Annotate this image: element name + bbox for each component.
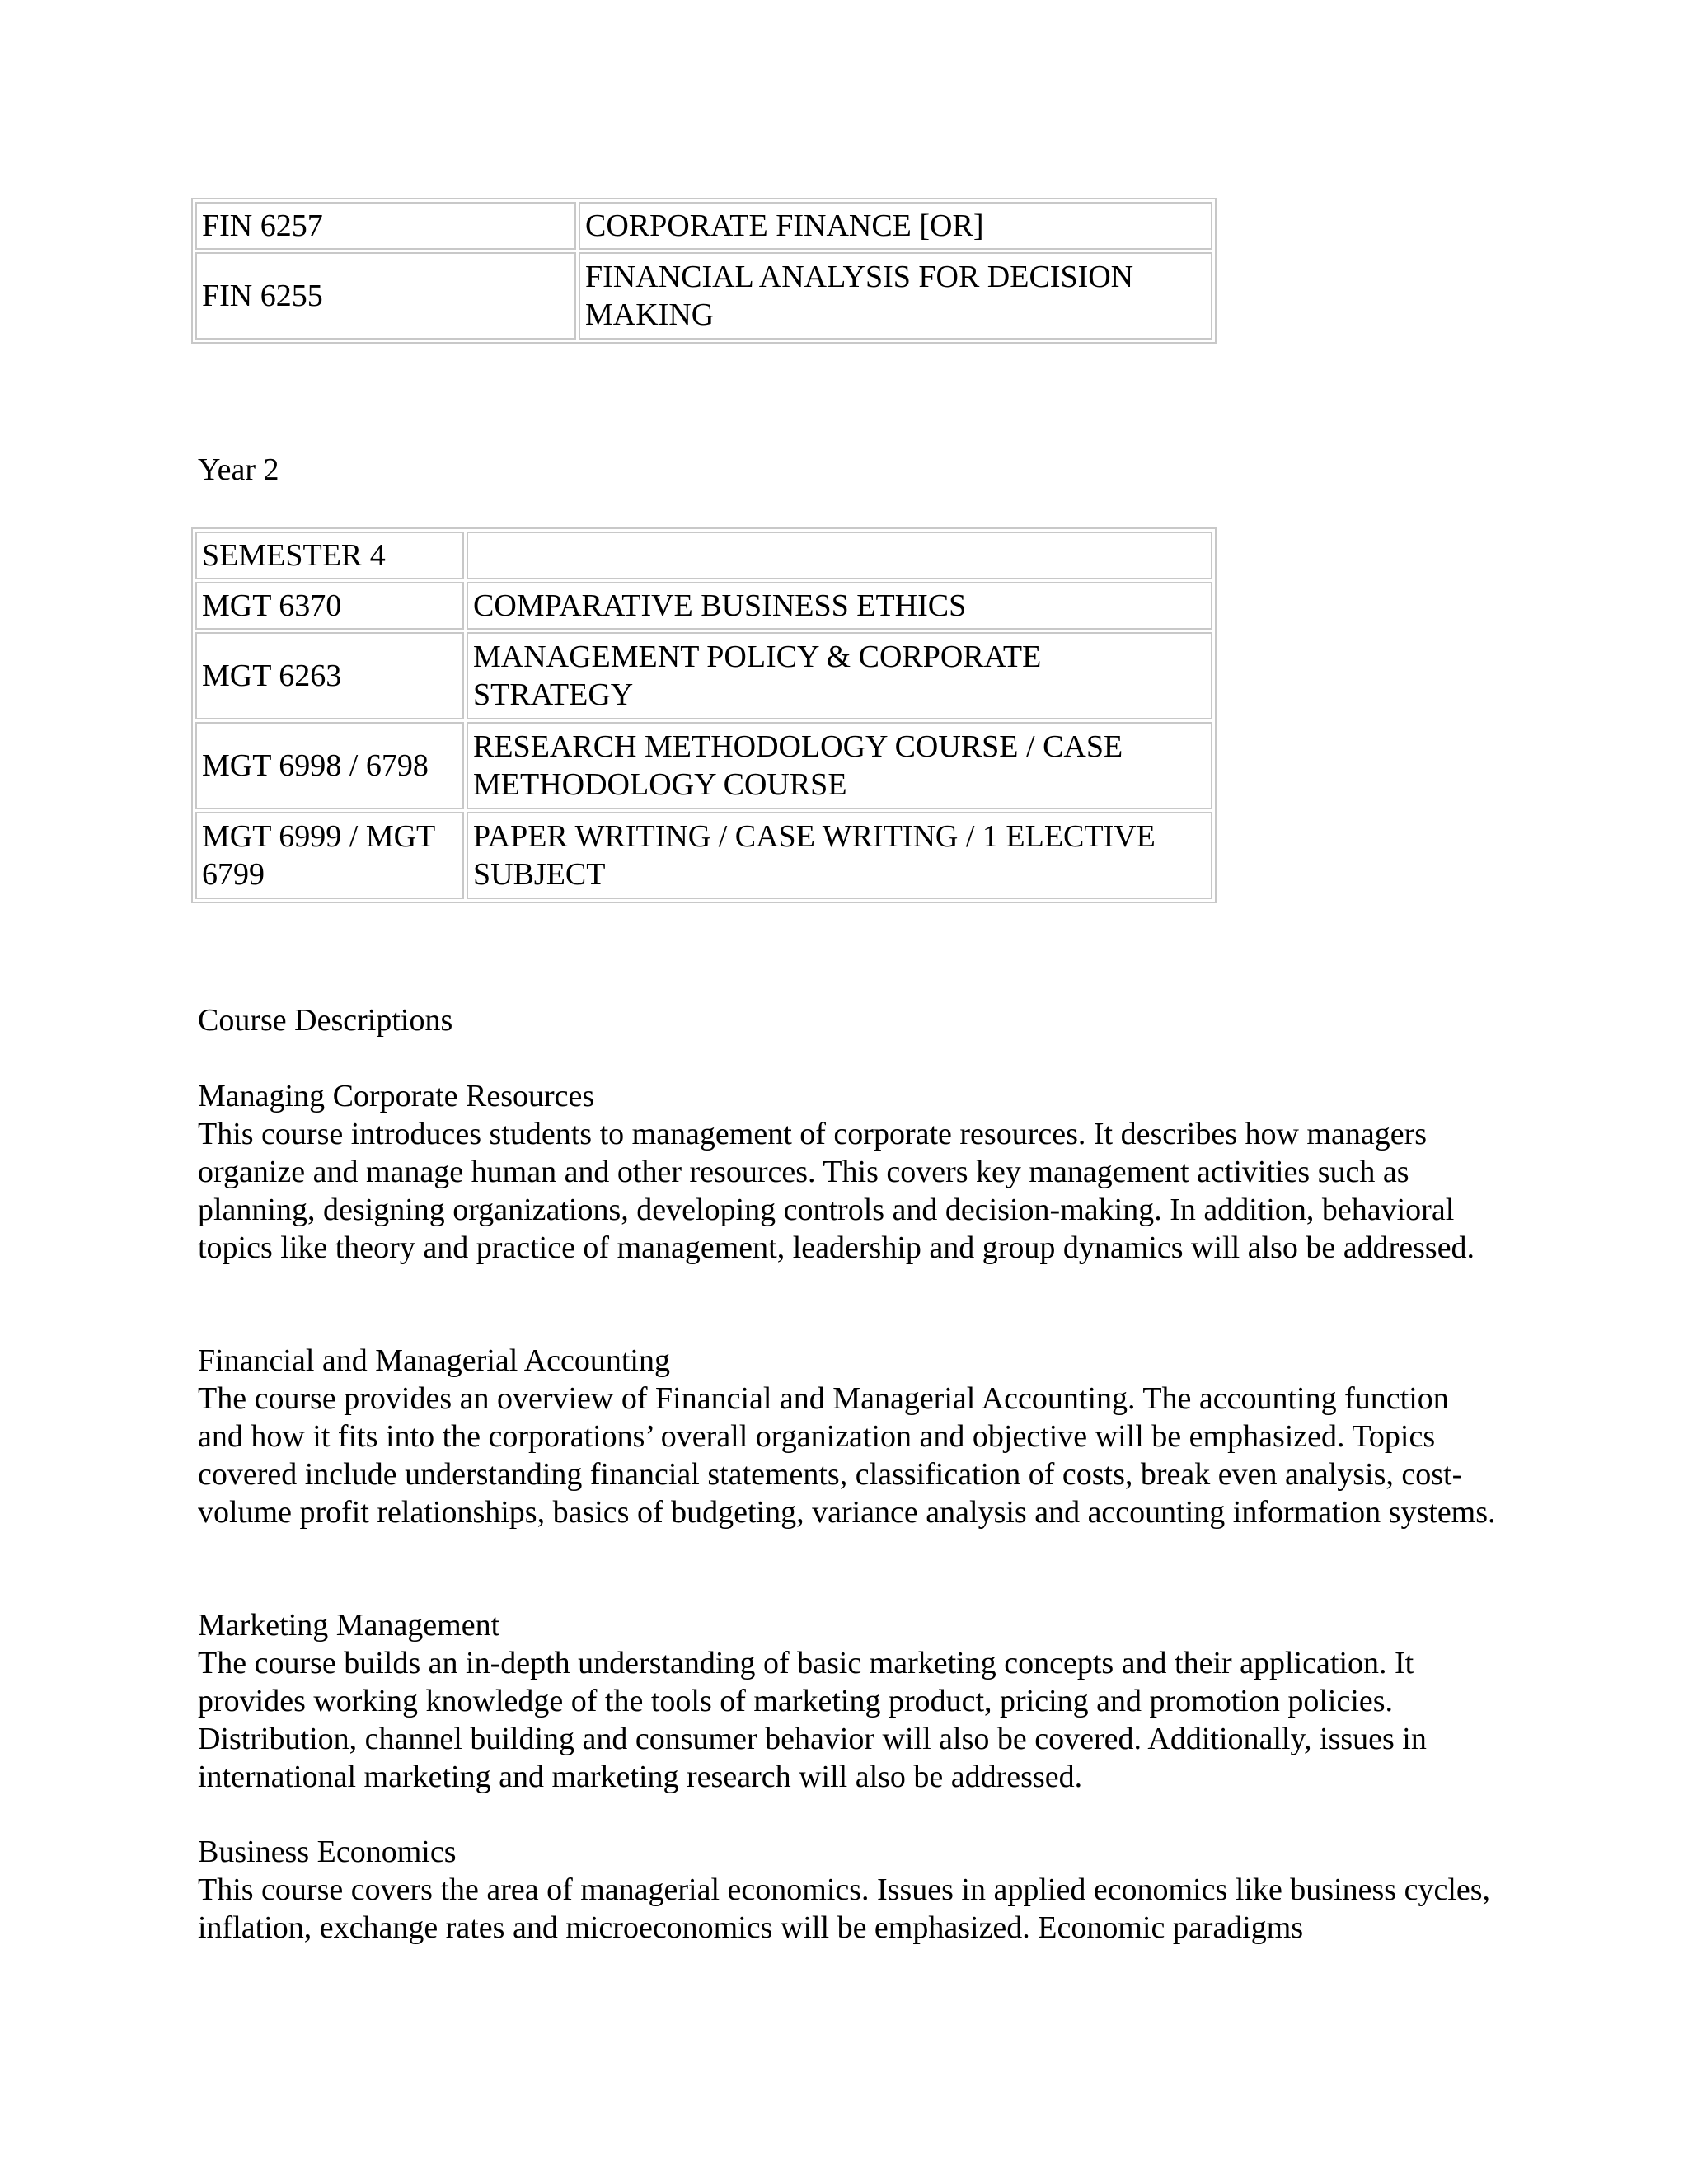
finance-course-table xyxy=(191,198,1217,344)
course-title-cell: RESEARCH METHODOLOGY COURSE / CASE METHODOLOGY COURSE xyxy=(467,722,1212,809)
table-row xyxy=(195,722,1212,809)
table-row xyxy=(195,202,1212,250)
empty-header-cell xyxy=(467,532,1212,579)
course-title-cell: PAPER WRITING / CASE WRITING / 1 ELECTIVE SUBJECT xyxy=(467,812,1212,899)
table-row xyxy=(195,812,1212,899)
course-description-title: Managing Corporate Resources xyxy=(198,1079,595,1113)
course-code-cell: MGT 6998 / 6798 xyxy=(195,722,464,809)
course-code-cell: FIN 6255 xyxy=(195,252,576,340)
course-description-body: This course covers the area of managerial economics. Issues in applied economics like business cycles, inflation, exchange rates and microeconomics will be emphasized. Economic paradigms xyxy=(198,1872,1491,1945)
course-code-cell: MGT 6370 xyxy=(195,582,464,630)
table-row xyxy=(195,252,1212,340)
course-descriptions-heading: Course Descriptions xyxy=(198,1003,453,1038)
course-description xyxy=(198,1606,1500,1796)
course-title-cell: FINANCIAL ANALYSIS FOR DECISION MAKING xyxy=(579,252,1212,340)
course-code-cell: MGT 6263 xyxy=(195,632,464,719)
semester-course-table xyxy=(191,527,1217,903)
year-label: Year 2 xyxy=(198,452,279,487)
table-row xyxy=(195,582,1212,630)
course-description-body: This course introduces students to management of corporate resources. It describes how managers organize and manage human and other resources. This covers key management activities such as planning, designing organizations, developing controls and decision-making. In addition, behavioral topics like theory and practice of management, leadership and group dynamics will also be addressed. xyxy=(198,1117,1475,1265)
course-title-cell: CORPORATE FINANCE [OR] xyxy=(579,202,1212,250)
course-description-body: The course builds an in-depth understanding of basic marketing concepts and their application. It provides working knowledge of the tools of marketing product, pricing and promotion policies. Distribution, channel building and consumer behavior will also be covered. Additionally, issues in international marketing and marketing research will also be addressed. xyxy=(198,1646,1427,1794)
course-description xyxy=(198,1077,1500,1267)
course-code-cell: MGT 6999 / MGT 6799 xyxy=(195,812,464,899)
course-description-title: Business Economics xyxy=(198,1835,457,1869)
course-description-title: Financial and Managerial Accounting xyxy=(198,1343,670,1378)
table-row xyxy=(195,632,1212,719)
table-header-row xyxy=(195,532,1212,579)
semester-label-cell: SEMESTER 4 xyxy=(195,532,464,579)
course-title-cell: MANAGEMENT POLICY & CORPORATE STRATEGY xyxy=(467,632,1212,719)
course-description xyxy=(198,1833,1500,1947)
course-description-title: Marketing Management xyxy=(198,1608,500,1643)
course-description-body: The course provides an overview of Financial and Managerial Accounting. The accounting function and how it fits into the corporations’ overall organization and objective will be emphasized. Topics covered include understanding financial statements, classification of costs, break even analysis, cost-volume profit relationships, basics of budgeting, variance analysis and accounting information systems. xyxy=(198,1381,1496,1530)
course-title-cell: COMPARATIVE BUSINESS ETHICS xyxy=(467,582,1212,630)
course-code-cell: FIN 6257 xyxy=(195,202,576,250)
course-description xyxy=(198,1342,1500,1531)
